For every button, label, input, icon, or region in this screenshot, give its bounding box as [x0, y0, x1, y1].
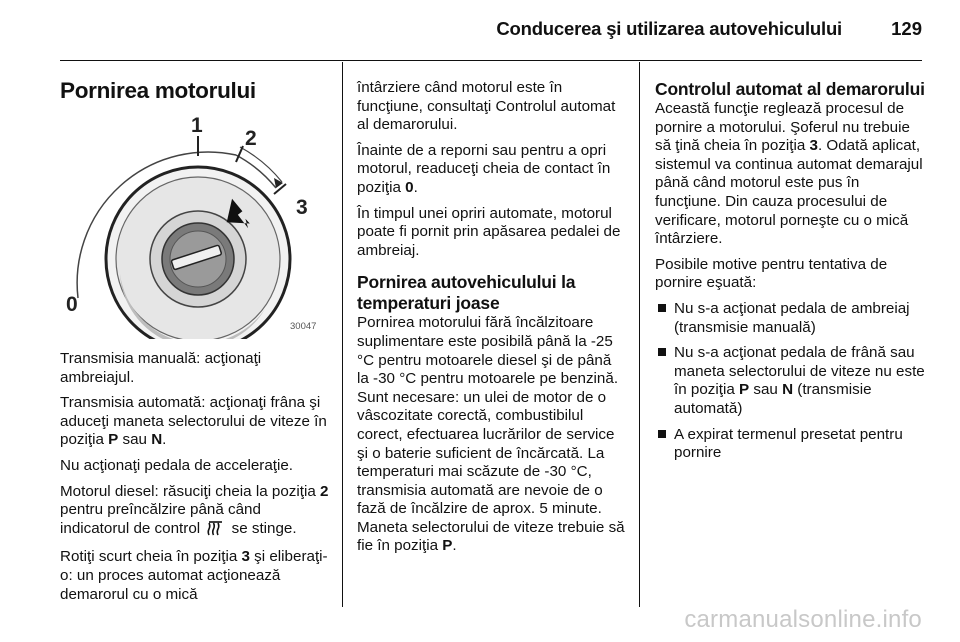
column-2 [357, 79, 627, 563]
figure-code: 30047 [290, 321, 317, 332]
subheading-cold-start: Pornirea autovehiculului la temperaturi joase [357, 272, 576, 314]
paragraph-diesel: Motorul diesel: răsuciţi cheia la poziţia 2 pentru preîncălzire până când indicatorul de control se stinge. [60, 483, 330, 542]
subheading-auto-starter: Controlul automat al demarorului [655, 79, 925, 99]
position-label-1: 1 [191, 114, 203, 137]
paragraph-auto-starter: Această funcţie reglează procesul de pornire a motorului. Şoferul nu trebuie să ţină cheia în poziţia 3. Odată aplicat, sistemul va continua automat demarajul până când motorul este pus în funcţiune. Din cauza procesului de verificare, motorul porneşte cu o mică întârziere. [655, 100, 923, 248]
failure-reasons-list [655, 300, 925, 463]
paragraph-failure-reasons: Posibile motive pentru tentativa de pornire eşuată: [655, 255, 888, 292]
paragraph-delay: întârziere când motorul este în funcţiune, consultaţi Controlul automat al demarorului. [357, 79, 616, 134]
column-divider-1 [342, 62, 343, 607]
position-label-2: 2 [245, 127, 257, 150]
bullet-square-icon [658, 430, 666, 438]
position-label-0: 0 [66, 293, 78, 316]
bullet-square-icon [658, 348, 666, 356]
section-heading: Pornirea motorului [60, 78, 256, 103]
column-divider-2 [639, 62, 640, 607]
tick-position-2 [236, 146, 243, 162]
paragraph-cold-start: Pornirea motorului fără încălzitoare suplimentare este posibilă până la -25 °C pentru motoarele diesel şi de până la -30 °C pentru motoarele pe benzină. Sunt necesare: un ulei de motor de o vâscozitate corectă, combustibilul corect, efectuarea lucrărilor de service şi o baterie suficient de încărcată. La temperaturi mai scăzute de -30 °C, transmisia automată are nevoie de o fază de încălzire de aprox. 5 minute. Maneta selectorului de viteze trebuie să fie în poziţia P. [357, 314, 625, 555]
list-item: A expirat termenul presetat pentru pornire [655, 426, 925, 463]
glow-plug-indicator-icon [207, 521, 224, 542]
page-number: 129 [891, 18, 922, 39]
paragraph-automatic-transmission: Transmisia automată: acţionaţi frâna şi aduceţi maneta selectorului de viteze în poziţia P sau N. [60, 394, 327, 449]
paragraph-turn-key: Rotiţi scurt cheia în poziţia 3 şi eliberaţi-o: un proces automat acţionează demarorul cu o mică [60, 548, 328, 603]
column-1 [60, 78, 330, 611]
ignition-switch-figure [60, 114, 332, 334]
list-item: Nu s-a acţionat pedala de frână sau maneta selectorului de viteze nu este în poziţia P sau N (transmisie automată) [655, 344, 925, 418]
paragraph-manual-transmission: Transmisia manuală: acţionaţi ambreiajul. [60, 350, 262, 386]
bullet-square-icon [658, 304, 666, 312]
watermark: carmanualsonline.info [684, 606, 922, 633]
paragraph-autostop: În timpul unei opriri automate, motorul poate fi pornit prin apăsarea pedalei de ambreiaj. [357, 204, 621, 259]
list-item: Nu s-a acţionat pedala de ambreiaj (transmisie manuală) [655, 300, 925, 337]
paragraph-restart: Înainte de a reporni sau pentru a opri motorul, readuceţi cheia de contact în poziţia 0. [357, 141, 611, 196]
header-rule [60, 60, 922, 61]
page-header-title: Conducerea şi utilizarea autovehiculului [496, 18, 842, 39]
paragraph-accelerator: Nu acţionaţi pedala de acceleraţie. [60, 456, 294, 474]
start-range-arc-outer [240, 147, 282, 182]
column-3 [655, 79, 925, 470]
position-label-3: 3 [296, 196, 308, 219]
